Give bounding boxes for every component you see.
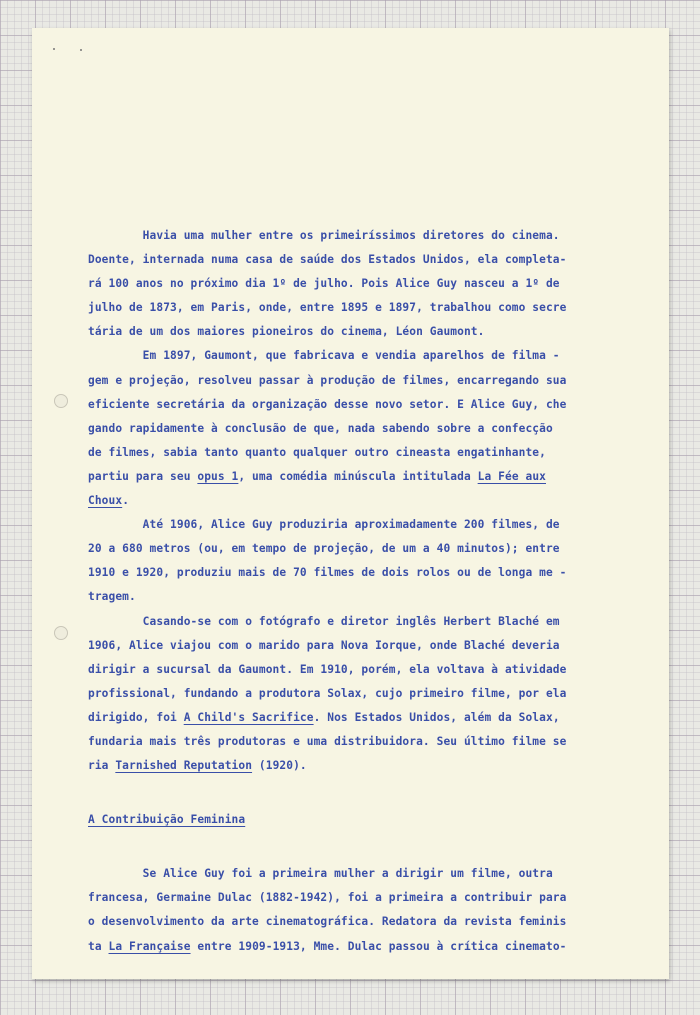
text-line: de filmes, sabia tanto quanto qualquer outro cineasta engatinhante, <box>88 445 546 459</box>
text-line: eficiente secretária da organização desse novo setor. E Alice Guy, che <box>88 397 567 411</box>
text-line: Casando-se com o fotógrafo e diretor inglês Herbert Blaché em <box>88 614 560 628</box>
text-line: Choux. <box>88 494 130 508</box>
text-line: Havia uma mulher entre os primeiríssimos diretores do cinema. <box>88 229 560 242</box>
text-line: gem e projeção, resolveu passar à produção de filmes, encarregando sua <box>88 373 567 387</box>
text-line: ria Tarnished Reputation (1920). <box>88 759 307 773</box>
text-line: francesa, Germaine Dulac (1882-1942), foi a primeira a contribuir para <box>88 891 567 905</box>
text-line: ta La Française entre 1909-1913, Mme. Dulac passou à crítica cinemato- <box>88 939 567 953</box>
text-line: profissional, fundando a produtora Solax, cujo primeiro filme, por ela <box>88 686 567 700</box>
paper-speck <box>53 48 55 50</box>
typewritten-page <box>32 28 669 979</box>
text-line: 20 a 680 metros (ou, em tempo de projeção, de um a 40 minutos); entre <box>88 542 560 556</box>
text-line: julho de 1873, em Paris, onde, entre 1895 e 1897, trabalhou como secre <box>88 301 567 315</box>
text-line: tária de um dos maiores pioneiros do cinema, Léon Gaumont. <box>88 325 485 339</box>
text-line: dirigir a sucursal da Gaumont. Em 1910, porém, ela voltava à atividade <box>88 662 567 676</box>
spacer <box>88 832 628 862</box>
text-line: Se Alice Guy foi a primeira mulher a dirigir um filme, outra <box>88 867 553 881</box>
text-line: Doente, internada numa casa de saúde dos Estados Unidos, ela completa- <box>88 253 567 267</box>
underlined-title: Choux <box>88 494 123 508</box>
punch-hole <box>54 626 68 640</box>
underlined-title: A Child's Sacrifice <box>183 710 314 724</box>
text-line: Até 1906, Alice Guy produziria aproximadamente 200 filmes, de <box>88 518 560 532</box>
text-line: fundaria mais três produtoras e uma distribuidora. Seu último filme se <box>88 734 567 748</box>
text-line: o desenvolvimento da arte cinematográfica. Redatora da revista feminis <box>88 915 567 929</box>
text-line: partiu para seu opus 1, uma comédia minúscula intitulada La Fée aux <box>88 469 546 483</box>
text-line: tragem. <box>88 590 136 604</box>
text-line: 1910 e 1920, produziu mais de 70 filmes de dois rolos ou de longa me - <box>88 566 567 580</box>
underlined-title: La Française <box>108 939 191 953</box>
document-body <box>88 224 628 959</box>
underlined-title: Tarnished Reputation <box>115 759 253 773</box>
text-line: gando rapidamente à conclusão de que, nada sabendo sobre a confecção <box>88 421 553 435</box>
underlined-title: La Fée aux <box>477 469 546 483</box>
text-line: Em 1897, Gaumont, que fabricava e vendia aparelhos de filma - <box>88 349 560 363</box>
punch-hole <box>54 394 68 408</box>
text-line: rá 100 anos no próximo dia 1º de julho. Pois Alice Guy nasceu a 1º de <box>88 277 560 291</box>
underlined-title: opus 1 <box>197 469 239 483</box>
section-heading: A Contribuição Feminina <box>88 813 246 827</box>
paper-speck <box>80 49 82 51</box>
spacer <box>88 778 628 808</box>
text-line: dirigido, foi A Child's Sacrifice. Nos Estados Unidos, além da Solax, <box>88 710 560 724</box>
text-line: 1906, Alice viajou com o marido para Nova Iorque, onde Blaché deveria <box>88 638 560 652</box>
